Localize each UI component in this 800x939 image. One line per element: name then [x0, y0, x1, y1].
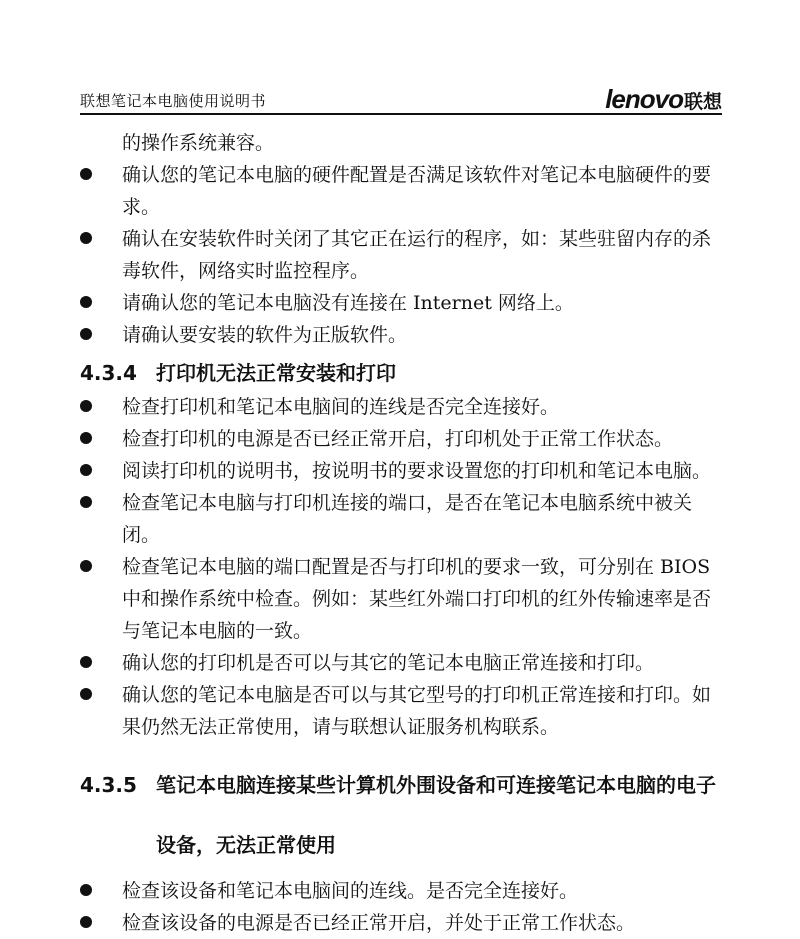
list-item-text: 检查笔记本电脑的端口配置是否与打印机的要求一致，可分别在 BIOS 中和操作系统中检查。例如：某些红外端口打印机的红外传输速率是否与笔记本电脑的一致。	[122, 556, 712, 642]
list-item	[80, 391, 725, 423]
section-number: 4.3.4	[80, 361, 137, 385]
section-title: 笔记本电脑连接某些计算机外围设备和可连接笔记本电脑的电子设备，无法正常使用	[156, 773, 716, 857]
list-item-text: 检查该设备的电源是否已经正常开启，并处于正常工作状态。	[122, 912, 636, 934]
bullet-icon	[80, 432, 92, 444]
bullet-icon	[80, 496, 92, 508]
logo-chinese: 联想	[683, 92, 722, 113]
list-item-text: 确认您的打印机是否可以与其它的笔记本电脑正常连接和打印。	[122, 652, 655, 674]
lenovo-logo	[605, 84, 722, 112]
list-item	[80, 223, 725, 287]
header-title: 联想笔记本电脑使用说明书	[80, 92, 267, 110]
header-divider	[80, 113, 722, 115]
continuation-text: 的操作系统兼容。	[122, 132, 275, 154]
list-item-text: 确认在安装软件时关闭了其它正在运行的程序，如：某些驻留内存的杀毒软件，网络实时监控程序。	[122, 228, 712, 282]
list-item	[80, 875, 725, 907]
bullet-icon	[80, 168, 92, 180]
bullet-icon	[80, 464, 92, 476]
list-item	[80, 319, 725, 351]
section-heading-434	[80, 361, 725, 385]
bullet-icon	[80, 296, 92, 308]
list-item-text: 检查该设备和笔记本电脑间的连线。是否完全连接好。	[122, 880, 579, 902]
bullet-icon	[80, 688, 92, 700]
list-item-text: 请确认您的笔记本电脑没有连接在 Internet 网络上。	[122, 292, 574, 314]
bullet-icon	[80, 328, 92, 340]
list-item-text: 确认您的笔记本电脑是否可以与其它型号的打印机正常连接和打印。如果仍然无法正常使用，请与联想认证服务机构联系。	[122, 684, 712, 738]
list-item	[80, 907, 725, 939]
list-item	[80, 287, 725, 319]
page-body	[80, 127, 725, 939]
list-item	[80, 159, 725, 223]
list-item-text: 阅读打印机的说明书，按说明书的要求设置您的打印机和笔记本电脑。	[122, 460, 712, 482]
bullet-icon	[80, 884, 92, 896]
list-item	[80, 647, 725, 679]
list-item	[80, 679, 725, 743]
list-item	[80, 487, 725, 551]
bullet-icon	[80, 916, 92, 928]
bullet-icon	[80, 656, 92, 668]
list-item-text: 检查打印机的电源是否已经正常开启，打印机处于正常工作状态。	[122, 428, 674, 450]
logo-wordmark: lenovo	[605, 84, 683, 114]
bullet-icon	[80, 232, 92, 244]
list-item-text: 检查笔记本电脑与打印机连接的端口，是否在笔记本电脑系统中被关闭。	[122, 492, 693, 546]
list-item	[80, 551, 725, 647]
bullet-icon	[80, 400, 92, 412]
list-item	[80, 455, 725, 487]
section-title: 打印机无法正常安装和打印	[156, 361, 396, 385]
list-item	[80, 423, 725, 455]
list-item-text: 确认您的笔记本电脑的硬件配置是否满足该软件对笔记本电脑硬件的要求。	[122, 164, 712, 218]
section-heading-435	[80, 755, 725, 875]
bullet-icon	[80, 560, 92, 572]
list-item-text: 请确认要安装的软件为正版软件。	[122, 324, 408, 346]
section-number: 4.3.5	[80, 773, 137, 797]
page-header	[80, 84, 722, 114]
list-item-text: 检查打印机和笔记本电脑间的连线是否完全连接好。	[122, 396, 560, 418]
